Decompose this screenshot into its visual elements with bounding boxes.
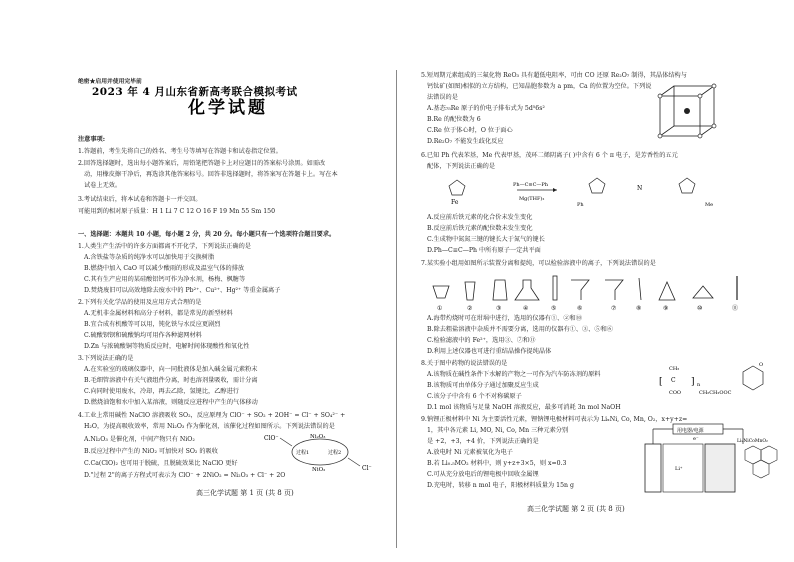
atomic-mass-line: 可能用到的相对原子质量：H 1 Li 7 C 12 O 16 F 19 Mn 55 Sm 150 — [78, 208, 276, 215]
q6-stem: 6.已知 Ph 代表苯基，Me 代表甲基，茂环二烯阴离子( )中含有 6 个 π 电子，是芳香性的五元 — [421, 152, 678, 159]
q9-option-b: B.若 Li₀.₅MO₂ 材料中，则 y+z+3×5，则 x=0.3 — [427, 460, 567, 467]
page-1-footer: 高三化学试题 第 1 页 (共 8 页) — [196, 489, 294, 497]
q6-fe-label: Fe — [451, 199, 459, 206]
cube-edge — [660, 86, 674, 96]
q3-option-b: B.毛细管溶液中有关气液组件分离，时也溶剂量吸收，需计分离 — [84, 377, 258, 384]
center-atom — [684, 108, 690, 114]
q8-option-a: A.该物质在碱性条件下水解的产物之一可作为汽车防冻剂的原料 — [427, 371, 601, 378]
corner-atom — [658, 94, 662, 98]
q2-stem: 2.下列有关化学品的使用及应用方式合理的是 — [78, 299, 202, 306]
corner-atom — [658, 134, 662, 138]
q5-option-b: B.Re 的配位数为 6 — [427, 116, 481, 123]
cube-edge — [660, 126, 674, 136]
subject-title: 化学试题 — [188, 98, 268, 118]
cycle-label-nio2: NiO₂ — [312, 467, 326, 473]
q6-me-label: Me — [705, 202, 714, 208]
q3-stem: 3.下列说法正确的是 — [78, 355, 134, 362]
apparatus-label: ② — [467, 305, 473, 312]
exam-title: 2023 年 4 月山东省新高考联合模拟考试 — [92, 86, 298, 98]
note-line: 试卷上无效。 — [84, 182, 122, 189]
cathode — [705, 444, 735, 492]
q3-option-a: A.在实验室的玻璃仪器中，向一同批液体是加入碱金属元素粉末 — [84, 366, 258, 373]
q2-option-d: D.Zn 与浓硫酸铜等物质反应时，电解时间体现酸性和氧化性 — [84, 343, 250, 350]
cycle-arrow — [348, 458, 360, 466]
bracket-open: [ — [659, 377, 663, 387]
corner-atom — [698, 134, 702, 138]
q4-stem: 4.工业上常用碱性 NaClO 溶液吸收 SO₂，反应原理为 ClO⁻ + SO₂ + 2OH⁻ = Cl⁻ + SO₄²⁻ + — [78, 412, 346, 419]
notes-header: 注意事项: — [78, 136, 106, 143]
q9-stem: 9.钠锂正极材料中 Ni 为主要活性元素，锂钠锂电极材料可表示为 LiₓNi, Co, Mn, O₂，x+y+z= — [421, 416, 688, 423]
apparatus-label: ③ — [496, 305, 502, 312]
right-page — [397, 0, 794, 562]
q9-stem-cont: 1，其中各元素 Li, MO, Ni, Co, Mn 三种元素分别 — [427, 427, 569, 434]
q5-option-c: C.Re 位于体心时，O 位于面心 — [427, 127, 513, 134]
cp-ring — [449, 180, 465, 195]
perovskite-cell-figure — [652, 82, 722, 144]
q2-option-a: A.无机非金属材料和高分子材料，都是常见的新型材料 — [84, 310, 233, 317]
q4-option-c: C.Ca(ClO)₂ 也可用于脱硫，且脱硫效果比 NaClO 更好 — [84, 460, 238, 467]
q8-polymer-structure — [655, 360, 775, 400]
corner-atom — [712, 124, 716, 128]
note-line: 1.答题前，考生先将自己的姓名、考生号等填写在答题卡和试卷指定位置。 — [78, 148, 282, 155]
q9-li-label: Li⁺ — [675, 466, 683, 472]
q7-option-d: D.利用上述仪器也可进行重结晶操作提纯晶体 — [427, 348, 552, 355]
separatory-funnel-icon — [605, 280, 623, 300]
q3-option-c: C.向同时使用废水，冷却，再去乙除，氢键比，乙醇进行 — [84, 388, 239, 395]
q8-ch3-label: CH₃ — [669, 366, 680, 372]
q8-n-label: n — [697, 382, 701, 388]
catalytic-cycle-diagram — [250, 432, 390, 472]
q7-option-c: C.检验滤液中的 Fe²⁺，选用③、⑦和⑪ — [427, 337, 536, 344]
note-line: 3.考试结束后，将本试卷和答题卡一并交回。 — [78, 196, 202, 203]
reaction-arrowhead — [553, 188, 557, 192]
q3-option-d: D.燃烧油饱和水中加入某溶液，则随反应进程中产生的气体移动 — [84, 399, 258, 406]
test-tube-icon — [553, 276, 557, 300]
anode — [645, 444, 661, 492]
cube-edge — [700, 86, 714, 96]
confidential-mark: 绝密★启用并使用完毕前 — [78, 79, 142, 85]
q8-option-b: B.该物质可由单体分子通过加聚反应生成 — [427, 382, 539, 389]
apparatus-label: ⑩ — [697, 305, 703, 312]
note-line: 2.回答选择题时，选出每小题答案后，用铅笔把答题卡上对应题目的答案标号涂黑。如需改 — [78, 160, 326, 167]
q5-option-d: D.Re₂O₇ 不能发生歧化反应 — [427, 138, 504, 145]
q6-reagent-2: Mg(THF)₂ — [519, 196, 545, 202]
section-1-heading: 一、选择题：本题共 10 小题，每小题 2 分，共 20 分。每小题只有一个选项符合题目要求。 — [78, 231, 336, 238]
product-cp-ring — [679, 178, 695, 193]
q2-option-b: B.宜合成有机酸等可以用，钝化铁与水反应更剧烈 — [84, 321, 221, 328]
clay-triangle-icon — [693, 286, 713, 298]
apparatus-label: ⑪ — [732, 305, 739, 312]
q6-stem-cont: 配体，下列说法正确的是 — [427, 163, 496, 170]
cycle-label-ni2o3: Ni₂O₃ — [310, 434, 326, 440]
q5-option-a: A.基态₇₅Re 原子的价电子排布式为 5d⁵6s² — [427, 105, 545, 112]
flask-icon — [515, 280, 539, 300]
page-2-footer: 高三化学试题 第 2 页 (共 8 页) — [527, 505, 625, 513]
apparatus-label: ⑤ — [551, 305, 557, 312]
apparatus-label: ⑧ — [636, 305, 642, 312]
q9-battery-diagram — [633, 420, 783, 498]
q4-option-d: D."过程 2"的离子方程式可表示为 ClO⁻ + 2NiO₂ = Ni₂O₃ + Cl⁻ + 2O — [84, 472, 286, 479]
cycle-label-clo: ClO⁻ — [264, 435, 279, 442]
note-line: 动，用橡皮擦干净后，再选涂其他答案标号。回答非选择题时，将答案写在答题卡上。写在本 — [84, 171, 338, 178]
q6-option-b: B.反应前后铁元素的配位数未发生变化 — [427, 225, 533, 232]
electrolyte — [663, 444, 703, 492]
q1-option-d: D.焚烧废旧可以高效地除去废水中的 Pb²⁺、Cu²⁺、Hg²⁺ 等重金属离子 — [84, 287, 281, 294]
q2-option-c: C.硫酸钡钡和硫酸钠均可用作各种滤网材料 — [84, 332, 202, 339]
q5-stem: 5.短周期元素组成的三氟化物 ReO₃ 具有超低电阻率，可由 CO 还原 Re₂O₇ 制得，其晶体结构与 — [421, 72, 687, 79]
cycle-arrow — [280, 438, 292, 446]
q6-reagent-1: Ph—C≡C—Ph — [513, 182, 549, 188]
q8-o-label: O — [759, 362, 764, 368]
q8-option-c: C.该分子中含有 6 个不对称碳原子 — [427, 393, 522, 400]
q9-load-label: 用电器/电源 — [677, 428, 704, 434]
q9-stem-cont2: 是 +2，+3，+4 价，下列说法正确的是 — [427, 438, 539, 445]
benzene-ring — [743, 366, 763, 390]
q9-option-c: C.可从充分放电后的锂电极中回收金属锂 — [427, 471, 539, 478]
q9-electron-label: e⁻ — [693, 436, 699, 442]
q6-reaction-scheme — [437, 174, 727, 210]
q1-option-b: B.燃烧中加入 CaO 可以减少酸雨的形成及温室气体的排放 — [84, 265, 245, 272]
q4-option-b: B.反应过程中产生的 NiO₂ 可加快对 SO₂ 的吸收 — [84, 448, 218, 455]
q9-material-label: LiₓNiCoMnO₂ — [737, 439, 768, 444]
product-cp-ring — [589, 178, 605, 193]
cycle-label-step1: 过程1 — [296, 450, 310, 456]
q8-option-d: D.1 mol 该物质与足量 NaOH 溶液反应，最多可消耗 3n mol NaOH — [427, 404, 621, 411]
bracket-close: ] — [691, 377, 695, 387]
q1-stem: 1.人类生产生活中的许多方面都离不开化学，下列说法正确的是 — [78, 243, 251, 250]
crucible-icon — [433, 286, 449, 298]
q1-option-a: A.含铁盐等杂质的纯净水可以加快用于交换树脂 — [84, 254, 215, 261]
cube-front-face — [660, 96, 700, 136]
corner-atom — [698, 94, 702, 98]
glass-rod-icon — [639, 278, 641, 300]
funnel-icon — [571, 280, 589, 300]
q5-stem-cont: 钙钛矿(如图)相似的立方结构，已知晶胞参数为 a pm，Ca 的位置为空位。下列说 — [427, 83, 652, 90]
lattice-cell — [753, 460, 769, 478]
q5-stem-cont2: 法错误的是 — [427, 94, 458, 101]
apparatus-label: ④ — [523, 305, 529, 312]
q1-option-c: C.其有生产应用的某硅酸铝钙可作为净水剂，杨梅、枫糖等 — [84, 276, 246, 283]
q4-option-a: A.Ni₂O₃ 是催化剂，中间产物只有 NiO₂ — [84, 436, 195, 443]
q9-option-a: A.放电时 Ni 元素被氧化为电子 — [427, 449, 513, 456]
q6-option-d: D.Ph—C≡C—Ph 中所有原子一定共平面 — [427, 247, 541, 254]
apparatus-label: ⑥ — [577, 305, 583, 312]
cube-back-face — [674, 86, 714, 126]
q7-option-a: A.海带灼烧时可在坩埚中进行，选用的仪器有①、②和⑩ — [427, 315, 582, 322]
cycle-label-step2: 过程2 — [328, 450, 342, 456]
q7-option-b: B.除去粗盐溶液中杂质并不需要分离，选用的仪器有①、③、⑤和⑥ — [427, 326, 613, 333]
q6-ph-label: Ph — [577, 202, 584, 208]
q8-coo-label: COO — [669, 390, 682, 396]
q9-option-d: D.充电时，转移 n mol 电子，阳极材料质量为 15n g — [427, 482, 574, 489]
beaker-icon — [493, 280, 507, 300]
apparatus-label: ① — [437, 305, 443, 312]
apparatus-label: ⑨ — [663, 305, 669, 312]
apparatus-label: ⑦ — [611, 305, 617, 312]
cycle-label-cl: Cl⁻ — [362, 465, 372, 472]
mortar-icon — [465, 282, 475, 300]
q6-n-label: N — [637, 185, 643, 192]
q8-chain-label: CH₂CH₂OOC — [699, 390, 732, 396]
q6-option-a: A.反应前后铁元素的化合价未发生变化 — [427, 214, 533, 221]
q7-apparatus-figure — [427, 272, 767, 312]
q6-option-c: C.生成物中氮氮三键的键长大于氮气的键长 — [427, 236, 545, 243]
cube-edge — [700, 126, 714, 136]
tripod-icon — [659, 282, 675, 300]
q8-c-label: C — [671, 377, 676, 384]
q7-stem: 7.某实验小组用如图所示装置分离和提纯，可以检验溶液中的离子，下列说法错误的是 — [421, 260, 656, 267]
q4-stem-cont: H₂O，为提高吸收效率，常用 Ni₂O₃ 作为催化剂，该催化过程如图所示。下列说法错误的是 — [84, 423, 335, 430]
corner-atom — [712, 84, 716, 88]
q8-stem: 8.关于图中药物的说法错误的是 — [421, 360, 508, 367]
